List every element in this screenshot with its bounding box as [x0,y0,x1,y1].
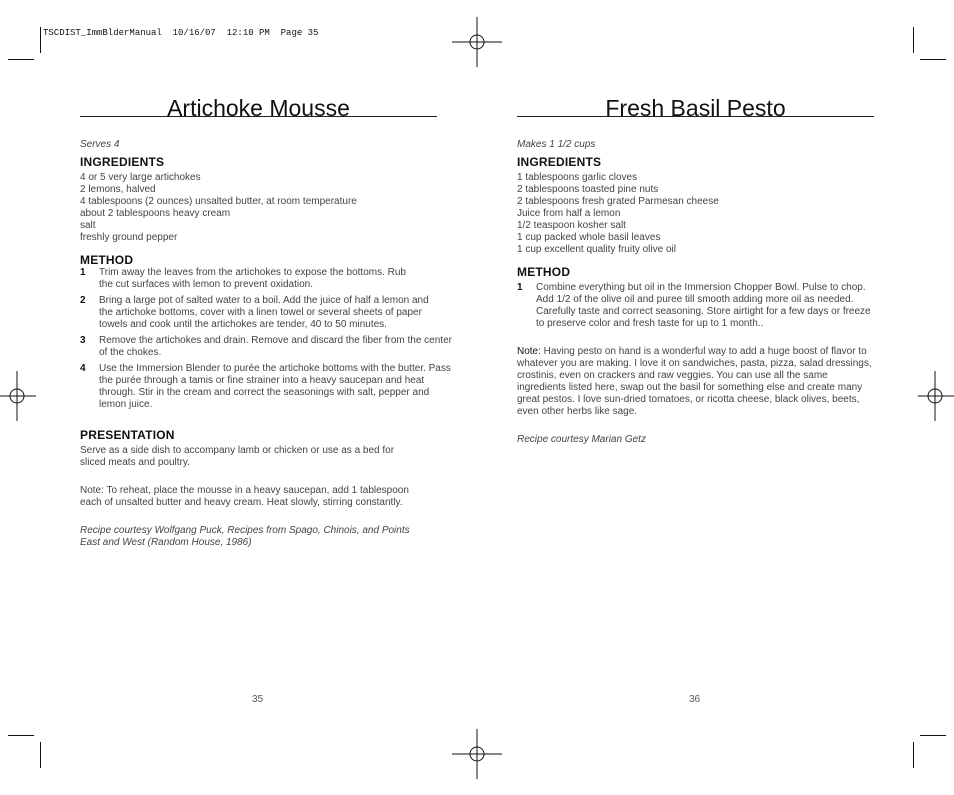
makes-text: Makes 1 1/2 cups [517,139,596,150]
ingredient-item: 4 or 5 very large artichokes [80,172,201,183]
ingredient-item: 1/2 teaspoon kosher salt [517,220,626,231]
crop-mark [920,735,946,736]
method-step [80,335,457,359]
step-text: Remove the artichokes and drain. Remove and discard the fiber from the center of the chokes. [99,335,452,358]
recipe-title: Fresh Basil Pesto [605,95,786,121]
presentation-text: Serve as a side dish to accompany lamb or chicken or use as a bed for sliced meats and poultry. [80,445,395,468]
crop-mark [920,59,946,60]
method-steps [517,282,874,330]
step-number: 3 [80,335,86,346]
ingredient-item: freshly ground pepper [80,232,178,243]
ingredients-list [80,172,437,244]
method-step [80,295,439,331]
note-text: Note: To reheat, place the mousse in a heavy saucepan, add 1 tablespoon each of unsalted butter and heavy cream. Heat slowly, stirring constantly. [80,485,409,508]
ingredient-item: 1 cup packed whole basil leaves [517,232,661,243]
step-number: 1 [80,267,86,278]
method-heading: METHOD [80,253,134,267]
crop-mark [8,735,34,736]
ingredients-list [517,172,874,256]
crop-mark [8,59,34,60]
ingredient-item: 2 tablespoons fresh grated Parmesan cheese [517,196,719,207]
registration-mark-icon [918,371,954,421]
method-heading: METHOD [517,265,571,279]
step-text: Bring a large pot of salted water to a boil. Add the juice of half a lemon and the artichoke bottoms, cover with a linen towel or several sheets of paper towels and cook until the artichokes are tender, 40 to 50 minutes. [99,295,429,330]
recipe-credit: Recipe courtesy Wolfgang Puck, Recipes from Spago, Chinois, and Points East and West (Random House, 1986) [80,525,410,548]
serves-text: Serves 4 [80,139,120,150]
ingredient-item: about 2 tablespoons heavy cream [80,208,231,219]
recipe-title: Artichoke Mousse [167,95,350,121]
recipe-credit: Recipe courtesy Marian Getz [517,434,646,445]
ingredient-item: salt [80,220,96,231]
page-number: 36 [689,694,701,705]
print-slug: TSCDIST_ImmBlderManual 10/16/07 12:10 PM Page 35 [43,28,319,38]
registration-mark-icon [0,371,36,421]
ingredients-heading: INGREDIENTS [517,155,602,169]
step-text: Combine everything but oil in the Immersion Chopper Bowl. Pulse to chop. Add 1/2 of the olive oil and puree till smooth adding more oil as needed. Carefully taste and correct seasoning. Store airtight for a few days or freeze to preserve color and fresh taste for up to 1 month.. [536,282,871,329]
note-text [517,346,874,418]
crop-mark [913,27,914,53]
ingredient-item: 2 lemons, halved [80,184,156,195]
step-number: 4 [80,363,86,374]
crop-mark [40,742,41,768]
note-label: Note: [517,346,541,357]
ingredient-item: 4 tablespoons (2 ounces) unsalted butter, at room temperature [80,196,357,207]
right-page [517,95,874,446]
step-text: Use the Immersion Blender to purée the artichoke bottoms with the butter. Pass the purée through a tamis or fine strainer into a heavy saucepan and heat through. Stir in the cream and correct the seasonings with salt, pepper and lemon juice. [99,363,451,410]
presentation-heading: PRESENTATION [80,428,175,442]
crop-mark [40,27,41,53]
method-steps [80,267,452,411]
ingredient-item: 1 cup excellent quality fruity olive oil [517,244,676,255]
method-step [517,282,872,330]
ingredient-item: 1 tablespoons garlic cloves [517,172,638,183]
note-body: Having pesto on hand is a wonderful way to add a huge boost of flavor to whatever you are making. I love it on sandwiches, pasta, pizza, salad dressings, crostinis, even on crackers and raw veggies. You can use all the same ingredients listed here, swap out the basil for something else and create many great pestos. I love sun-dried tomatoes, or ricotta cheese, black olives, beets, even other herbs like sage. [517,346,872,417]
left-page [80,95,452,549]
registration-mark-icon [452,17,502,67]
page-number: 35 [252,694,264,705]
ingredient-item: 2 tablespoons toasted pine nuts [517,184,659,195]
step-text: Trim away the leaves from the artichokes to expose the bottoms. Rub the cut surfaces with lemon to prevent oxidation. [99,267,406,290]
ingredient-item: Juice from half a lemon [517,208,621,219]
method-step [80,363,455,411]
method-step [80,267,419,291]
step-number: 2 [80,295,86,306]
step-number: 1 [517,282,523,293]
crop-mark [913,742,914,768]
registration-mark-icon [452,729,502,779]
ingredients-heading: INGREDIENTS [80,155,165,169]
